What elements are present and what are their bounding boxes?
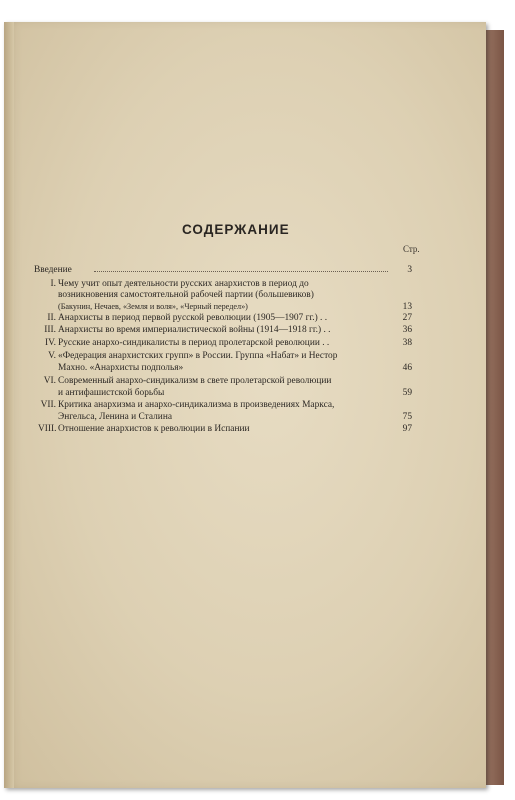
entry-page: 46 — [402, 363, 412, 373]
entry-line: «Федерация анархистских групп» в России. Группа «Набат» и Нестор — [58, 351, 338, 361]
page-binding-edge — [4, 22, 14, 788]
entry-number: IV. — [44, 338, 56, 348]
entry-number: II. — [47, 313, 56, 323]
entry-page: 13 — [402, 302, 412, 312]
entry-line: Русские анархо-синдикалисты в период пролетарской революции . . — [58, 338, 330, 348]
entry-page: 97 — [402, 424, 412, 434]
dot-leader — [94, 271, 388, 272]
intro-page: 3 — [407, 265, 412, 275]
entry-line: Махно. «Анархисты подполья» — [58, 363, 184, 373]
entry-line: Анархисты в период первой русской революции (1905—1907 гг.) . . — [58, 313, 328, 323]
entry-page: 38 — [402, 338, 412, 348]
entry-line: и антифашистской борьбы — [58, 388, 165, 398]
entry-page: 27 — [402, 313, 412, 323]
page-column-label: Стр. — [403, 244, 420, 254]
entry-line: Отношение анархистов к революции в Испании — [58, 424, 250, 434]
entry-line: (Бакунин, Нечаев, «Земля и воля», «Черный передел») — [58, 302, 248, 311]
entry-number: VIII. — [38, 424, 57, 434]
entry-line: Чему учит опыт деятельности русских анархистов в период до — [58, 279, 309, 289]
entry-number: III. — [44, 325, 56, 335]
entry-line: Критика анархизма и анархо-синдикализма в произведениях Маркса, — [58, 400, 335, 410]
toc-title: СОДЕРЖАНИЕ — [182, 222, 290, 237]
intro-label: Введение — [34, 265, 72, 275]
entry-page: 75 — [402, 412, 412, 422]
entry-line: Современный анархо-синдикализм в свете пролетарской революции — [58, 376, 332, 386]
entry-number: V. — [48, 351, 56, 361]
entry-line: Энгельса, Ленина и Сталина — [58, 412, 172, 422]
entry-number: I. — [50, 279, 56, 289]
entry-page: 36 — [402, 325, 412, 335]
entry-number: VI. — [43, 376, 56, 386]
entry-number: VII. — [40, 400, 56, 410]
entry-line: возникновения самостоятельной рабочей партии (большевиков) — [58, 290, 314, 300]
entry-page: 59 — [402, 388, 412, 398]
entry-line: Анархисты во время империалистической войны (1914—1918 гг.) . . — [58, 325, 331, 335]
